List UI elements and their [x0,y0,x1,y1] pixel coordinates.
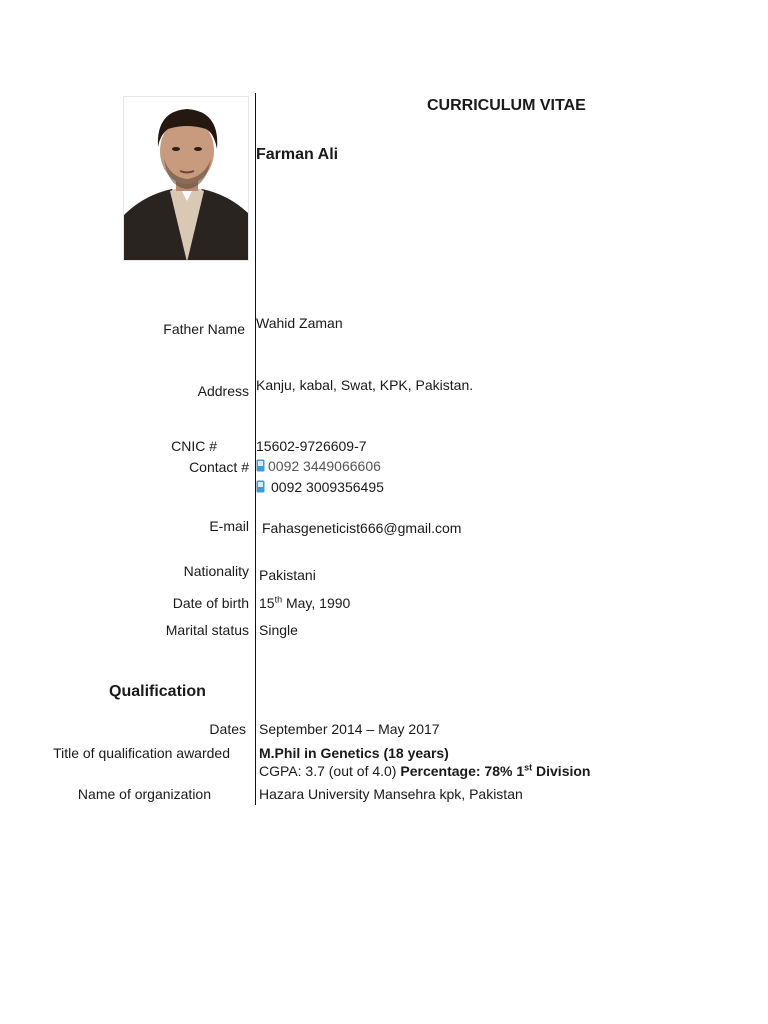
qualification-heading: Qualification [109,683,206,700]
address-label: Address [197,383,249,399]
profile-photo-image [124,97,249,261]
organization-value: Hazara University Mansehra kpk, Pakistan [259,786,523,802]
marital-label: Marital status [165,622,249,638]
dob-label: Date of birth [172,595,249,611]
father-name-label: Father Name [163,321,245,337]
mobile-phone-icon [256,480,265,493]
nationality-value: Pakistani [259,567,316,583]
qualification-title-label: Title of qualification awarded [53,745,230,761]
organization-label: Name of organization [77,786,211,802]
cnic-label: CNIC # [171,438,217,454]
cnic-value: 15602-9726609-7 [256,438,367,454]
document-title: CURRICULUM VITAE [427,97,586,114]
dob-value: 15th May, 1990 [259,594,351,611]
father-name-value: Wahid Zaman [256,315,343,331]
candidate-name: Farman Ali [256,146,339,163]
phone-2 [256,479,384,495]
degree-value: M.Phil in Genetics (18 years) [259,745,449,761]
nationality-label: Nationality [183,563,249,579]
profile-photo [123,96,249,261]
address-value: Kanju, kabal, Swat, KPK, Pakistan. [256,377,474,393]
dates-value: September 2014 – May 2017 [259,721,440,737]
phone-2-value: 0092 3009356495 [271,479,384,495]
phone-1-value: 0092 3449066606 [268,458,381,474]
email-label: E-mail [209,518,249,534]
marital-value: Single [259,622,298,638]
mobile-phone-icon [256,459,265,472]
grades-value: CGPA: 3.7 (out of 4.0) Percentage: 78% 1st Division [259,762,591,779]
email-value[interactable]: Fahasgeneticist666@gmail.com [262,520,462,536]
contact-label: Contact # [189,459,249,475]
phone-1 [256,458,381,474]
dates-label: Dates [209,721,246,737]
